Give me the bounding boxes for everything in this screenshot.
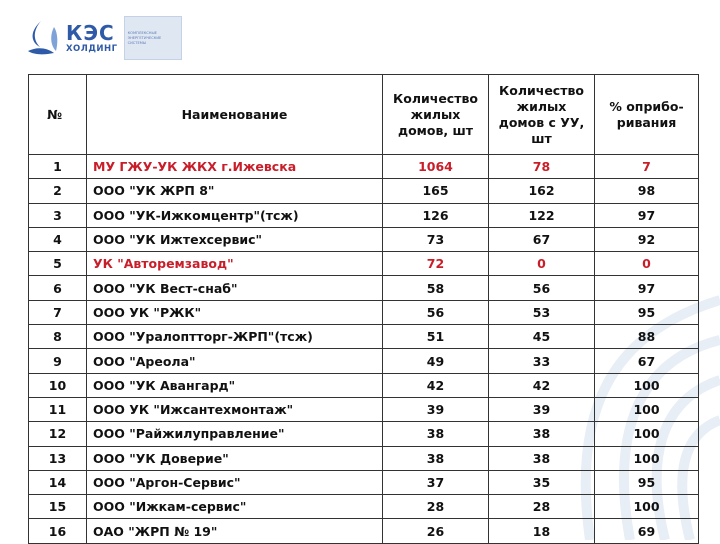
table-row [29, 422, 699, 446]
logo-tagline-line: ЭНЕРГЕТИЧЕСКИЕ [127, 35, 162, 40]
row-percent: 97 [595, 203, 699, 227]
row-number: 16 [29, 519, 87, 543]
table-row [29, 470, 699, 494]
row-houses-uu: 53 [489, 300, 595, 324]
logo-title: КЭС [66, 20, 115, 45]
row-number: 11 [29, 397, 87, 421]
row-name: ООО "Ареола" [87, 349, 383, 373]
row-name: ООО "УК-Ижкомцентр"(тсж) [87, 203, 383, 227]
row-percent: 69 [595, 519, 699, 543]
row-number: 15 [29, 495, 87, 519]
row-name: ООО "Ижкам-сервис" [87, 495, 383, 519]
row-number: 13 [29, 446, 87, 470]
row-houses: 56 [383, 300, 489, 324]
row-number: 10 [29, 373, 87, 397]
logo-swirl-icon [20, 17, 62, 59]
row-houses-uu: 35 [489, 470, 595, 494]
row-houses: 28 [383, 495, 489, 519]
row-houses: 165 [383, 179, 489, 203]
row-houses: 39 [383, 397, 489, 421]
row-houses: 72 [383, 252, 489, 276]
row-name: ООО "Райжилуправление" [87, 422, 383, 446]
row-name: ООО "Уралоптторг-ЖРП"(тсж) [87, 325, 383, 349]
row-houses-uu: 18 [489, 519, 595, 543]
row-percent: 100 [595, 373, 699, 397]
header-number: № [29, 75, 87, 155]
row-houses: 49 [383, 349, 489, 373]
row-percent: 97 [595, 276, 699, 300]
table-row [29, 397, 699, 421]
row-houses: 26 [383, 519, 489, 543]
row-name: ООО "УК Авангард" [87, 373, 383, 397]
row-name: ООО "УК Ижтехсервис" [87, 227, 383, 251]
row-houses-uu: 28 [489, 495, 595, 519]
table-row [29, 227, 699, 251]
header-name: Наименование [87, 75, 383, 155]
row-percent: 100 [595, 495, 699, 519]
table-row [29, 373, 699, 397]
row-houses: 126 [383, 203, 489, 227]
row-houses-uu: 45 [489, 325, 595, 349]
row-houses-uu: 162 [489, 179, 595, 203]
row-number: 2 [29, 179, 87, 203]
row-houses-uu: 67 [489, 227, 595, 251]
table-row [29, 252, 699, 276]
row-houses-uu: 0 [489, 252, 595, 276]
row-houses-uu: 33 [489, 349, 595, 373]
company-logo [20, 16, 182, 60]
table-row [29, 276, 699, 300]
row-number: 14 [29, 470, 87, 494]
logo-tagline-line: СИСТЕМЫ [127, 40, 147, 45]
header-houses-uu: Количество жилых домов с УУ, шт [489, 75, 595, 155]
row-percent: 0 [595, 252, 699, 276]
row-houses: 73 [383, 227, 489, 251]
row-number: 8 [29, 325, 87, 349]
logo-subtitle: ХОЛДИНГ [66, 43, 118, 54]
row-number: 9 [29, 349, 87, 373]
row-houses: 1064 [383, 155, 489, 179]
row-name: ООО УК "Ижсантехмонтаж" [87, 397, 383, 421]
row-percent: 95 [595, 470, 699, 494]
row-name: ООО "УК ЖРП 8" [87, 179, 383, 203]
table-row [29, 179, 699, 203]
table-row [29, 300, 699, 324]
row-number: 12 [29, 422, 87, 446]
row-houses-uu: 38 [489, 422, 595, 446]
table-row [29, 495, 699, 519]
row-percent: 100 [595, 397, 699, 421]
row-number: 5 [29, 252, 87, 276]
row-name: ОАО "ЖРП № 19" [87, 519, 383, 543]
row-houses-uu: 42 [489, 373, 595, 397]
logo-tagline-box [124, 16, 182, 60]
row-houses: 58 [383, 276, 489, 300]
row-percent: 92 [595, 227, 699, 251]
row-percent: 100 [595, 446, 699, 470]
row-name: ООО "Аргон-Сервис" [87, 470, 383, 494]
row-number: 1 [29, 155, 87, 179]
row-percent: 100 [595, 422, 699, 446]
table-row [29, 349, 699, 373]
table-row [29, 325, 699, 349]
table-row [29, 203, 699, 227]
housing-metering-table [28, 74, 699, 544]
table-header-row [29, 75, 699, 155]
row-name: ООО "УК Доверие" [87, 446, 383, 470]
header-houses: Количество жилых домов, шт [383, 75, 489, 155]
row-name: МУ ГЖУ-УК ЖКХ г.Ижевска [87, 155, 383, 179]
row-name: ООО "УК Вест-снаб" [87, 276, 383, 300]
row-houses: 38 [383, 422, 489, 446]
row-houses-uu: 38 [489, 446, 595, 470]
row-percent: 88 [595, 325, 699, 349]
row-number: 7 [29, 300, 87, 324]
header-percent: % оприбо-ривания [595, 75, 699, 155]
table-row [29, 446, 699, 470]
table-row [29, 155, 699, 179]
row-number: 3 [29, 203, 87, 227]
row-number: 4 [29, 227, 87, 251]
row-houses: 38 [383, 446, 489, 470]
row-houses-uu: 39 [489, 397, 595, 421]
row-percent: 7 [595, 155, 699, 179]
row-name: ООО УК "РЖК" [87, 300, 383, 324]
row-houses: 42 [383, 373, 489, 397]
logo-tagline-line: КОМПЛЕКСНЫЕ [127, 30, 157, 35]
row-houses: 51 [383, 325, 489, 349]
row-percent: 67 [595, 349, 699, 373]
row-houses-uu: 56 [489, 276, 595, 300]
row-houses: 37 [383, 470, 489, 494]
row-houses-uu: 122 [489, 203, 595, 227]
row-name: УК "Авторемзавод" [87, 252, 383, 276]
row-percent: 98 [595, 179, 699, 203]
row-percent: 95 [595, 300, 699, 324]
row-houses-uu: 78 [489, 155, 595, 179]
row-number: 6 [29, 276, 87, 300]
